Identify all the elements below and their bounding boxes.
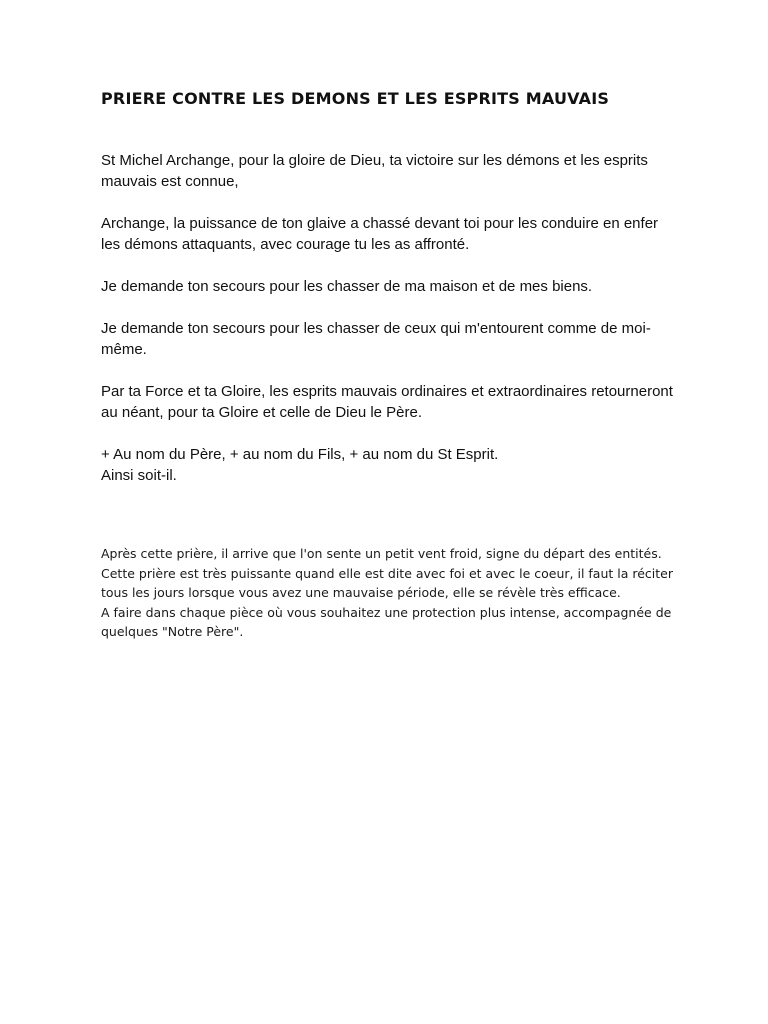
note-line: Après cette prière, il arrive que l'on sente un petit vent froid, signe du départ des entités.: [101, 546, 662, 561]
prayer-paragraph: Je demande ton secours pour les chasser de ma maison et de mes biens.: [101, 278, 593, 295]
prayer-paragraph: St Michel Archange, pour la gloire de Dieu, ta victoire sur les démons et les esprits mauvais est connue,: [101, 152, 648, 190]
closing-invocation: + Au nom du Père, + au nom du Fils, + au nom du St Esprit.: [101, 446, 499, 463]
closing-amen: Ainsi soit-il.: [101, 467, 177, 484]
prayer-paragraph: Je demande ton secours pour les chasser de ceux qui m'entourent comme de moi-même.: [101, 320, 651, 358]
prayer-paragraph: Par ta Force et ta Gloire, les esprits mauvais ordinaires et extraordinaires retourneront au néant, pour ta Gloire et celle de Dieu le Père.: [101, 383, 673, 421]
note-line: A faire dans chaque pièce où vous souhaitez une protection plus intense, accompagnée de quelques "Notre Père".: [101, 604, 672, 639]
prayer-body: [101, 150, 681, 486]
note-line: Cette prière est très puissante quand elle est dite avec foi et avec le coeur, il faut la réciter tous les jours lorsque vous avez une mauvaise période, elle se révèle très efficace.: [101, 565, 673, 600]
prayer-paragraph: Archange, la puissance de ton glaive a chassé devant toi pour les conduire en enfer les démons attaquants, avec courage tu les as affronté.: [101, 215, 659, 253]
prayer-closing: [101, 444, 681, 486]
document-title: PRIERE CONTRE LES DEMONS ET LES ESPRITS MAUVAIS: [101, 89, 610, 108]
notes-section: [101, 544, 681, 642]
